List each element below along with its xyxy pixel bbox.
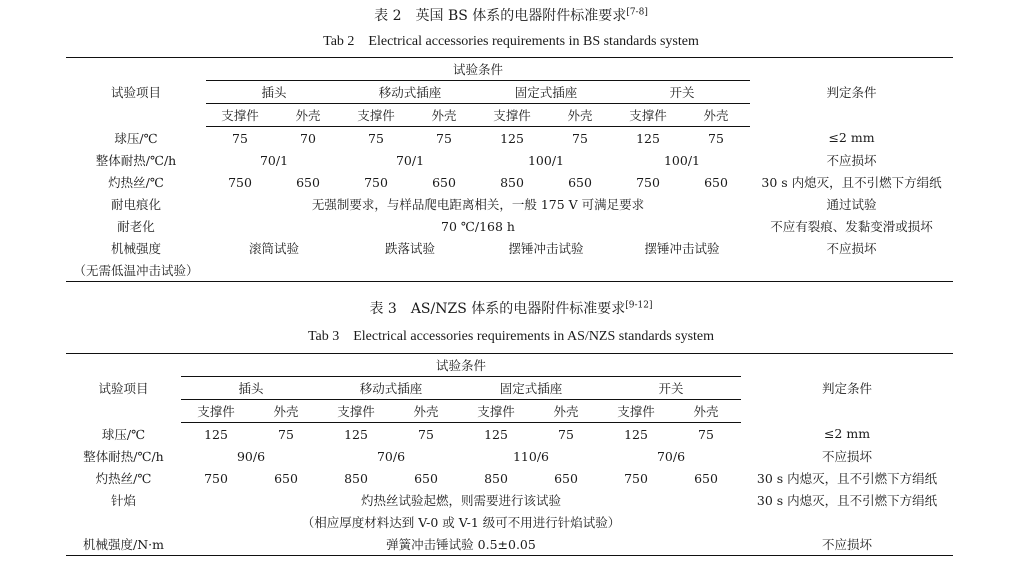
table2-header-judgment: 判定条件 (750, 58, 953, 127)
row-label: 灼热丝/℃ (95, 471, 152, 486)
table3-sub: 支撑件 (461, 400, 531, 423)
span-cell: （相应厚度材料达到 V-0 或 V-1 级可不用进行针焰试验） (301, 515, 621, 530)
span-cell: 无强制要求，与样品爬电距离相关，一般 175 V 可满足要求 (311, 197, 645, 212)
cell: 75 (436, 130, 452, 146)
table2-group-3: 开关 (614, 81, 750, 104)
row-label: 机械强度/N·m (66, 533, 181, 556)
table3-sub: 外壳 (671, 400, 741, 423)
table2-sub: 外壳 (546, 104, 614, 127)
judge-cell: 30 s 内熄灭，且不引燃下方绢纸 (761, 175, 942, 190)
table2-sub: 外壳 (274, 104, 342, 127)
table2-group-1: 移动式插座 (342, 81, 478, 104)
table2-caption-ref: [7-8] (626, 7, 648, 18)
row-label: （无需低温冲击试验） (66, 259, 206, 282)
cell: 75 (558, 426, 574, 442)
cell: 650 (568, 174, 592, 190)
table3-group-3: 开关 (601, 377, 741, 400)
cell: 70/6 (656, 448, 686, 464)
empty-cell (66, 511, 181, 533)
table3-sub: 支撑件 (181, 400, 251, 423)
table2-row-heat-resistance (66, 149, 953, 171)
cell: 650 (296, 174, 320, 190)
cell: 100/1 (527, 152, 565, 168)
cell: 摆锤冲击试验 (644, 241, 720, 256)
span-cell: 70 ℃/168 h (441, 218, 515, 234)
table3-row-needle-flame (66, 489, 953, 511)
cell: 100/1 (663, 152, 701, 168)
table3-group-2: 固定式插座 (461, 377, 601, 400)
judge-cell: ≤2 mm (823, 426, 871, 442)
table3-caption-ref: [9-12] (625, 300, 653, 311)
cell: 650 (554, 470, 578, 486)
cell: 125 (624, 426, 648, 442)
judge-cell: 不应损坏 (741, 533, 953, 556)
table2-sub: 支撑件 (342, 104, 410, 127)
table3-row-mechanical (66, 533, 953, 556)
cell: 750 (228, 174, 252, 190)
cell: 750 (636, 174, 660, 190)
cell: 70/1 (395, 152, 425, 168)
cell: 650 (432, 174, 456, 190)
table3-sub: 外壳 (391, 400, 461, 423)
cell: 75 (232, 130, 248, 146)
table3-sub: 支撑件 (601, 400, 671, 423)
cell: 125 (204, 426, 228, 442)
table2-sub: 支撑件 (614, 104, 682, 127)
table2-row-aging (66, 215, 953, 237)
cell: 650 (704, 174, 728, 190)
table3-sub: 支撑件 (321, 400, 391, 423)
table3-group-1: 移动式插座 (321, 377, 461, 400)
cell: 75 (708, 130, 724, 146)
table2-sub: 外壳 (410, 104, 478, 127)
cell: 75 (572, 130, 588, 146)
row-label: 球压/℃ (101, 426, 146, 442)
cell: 125 (484, 426, 508, 442)
table2-row-mechanical (66, 237, 953, 259)
table3-caption-en: Tab 3 Electrical accessories requirements in AS/NZS standards system (307, 329, 715, 344)
table3-row-glow-wire (66, 467, 953, 489)
cell: 650 (414, 470, 438, 486)
table2-caption-cn-text: 表 2 英国 BS 体系的电器附件标准要求 (374, 8, 627, 24)
judge-cell: 通过试验 (826, 197, 877, 212)
cell: 摆锤冲击试验 (508, 241, 584, 256)
row-label: 耐电痕化 (110, 197, 161, 212)
table3-sub: 外壳 (251, 400, 321, 423)
cell: 跌落试验 (384, 241, 435, 256)
table2-sub: 支撑件 (478, 104, 546, 127)
row-label: 耐老化 (117, 219, 155, 234)
cell: 650 (694, 470, 718, 486)
table2-header-conditions: 试验条件 (206, 58, 750, 81)
row-label: 机械强度 (110, 241, 161, 256)
cell: 90/6 (236, 448, 266, 464)
span-cell: 灼热丝试验起燃，则需要进行该试验 (361, 493, 562, 508)
cell: 75 (278, 426, 294, 442)
table2-row-ball-pressure (66, 127, 953, 150)
table3-row-ball-pressure (66, 423, 953, 446)
table2 (66, 57, 953, 282)
judge-cell: 不应损坏 (826, 241, 877, 256)
cell: 滚筒试验 (248, 241, 299, 256)
table2-sub: 外壳 (682, 104, 750, 127)
table3-row-heat-resistance (66, 445, 953, 467)
table3-sub: 外壳 (531, 400, 601, 423)
table3-header-judgment: 判定条件 (741, 354, 953, 423)
cell: 125 (344, 426, 368, 442)
cell: 70/6 (376, 448, 406, 464)
table2-header-item: 试验项目 (66, 58, 206, 127)
cell: 750 (204, 470, 228, 486)
row-label: 灼热丝/℃ (108, 175, 164, 190)
table2-sub: 支撑件 (206, 104, 274, 127)
judge-cell: 不应损坏 (822, 449, 873, 464)
cell: 70/1 (259, 152, 289, 168)
table2-caption-cn (0, 5, 1022, 25)
judge-cell: 30 s 内熄灭，且不引燃下方绢纸 (756, 493, 938, 508)
table2-group-2: 固定式插座 (478, 81, 614, 104)
table3-row-needle-flame-note (66, 511, 953, 533)
row-label: 整体耐热/℃/h (83, 449, 164, 464)
cell: 75 (698, 426, 714, 442)
cell: 125 (636, 130, 660, 146)
row-label: 整体耐热/℃/h (95, 153, 177, 168)
table3-header-conditions: 试验条件 (181, 354, 741, 377)
cell: 850 (484, 470, 508, 486)
table3-caption-cn (0, 298, 1022, 318)
table2-row-glow-wire (66, 171, 953, 193)
row-label: 球压/℃ (114, 130, 158, 146)
span-cell: 弹簧冲击锤试验 0.5±0.05 (181, 533, 741, 556)
cell: 75 (418, 426, 434, 442)
cell: 75 (368, 130, 384, 146)
table2-caption-en: Tab 2 Electrical accessories requirements in BS standards system (323, 34, 699, 49)
table2-row-tracking (66, 193, 953, 215)
table3-header-item: 试验项目 (66, 354, 181, 423)
judge-cell: ≤2 mm (828, 130, 875, 146)
cell: 750 (364, 174, 388, 190)
cell: 110/6 (512, 448, 550, 464)
table3-group-0: 插头 (181, 377, 321, 400)
cell: 125 (500, 130, 524, 146)
table3-caption-cn-text: 表 3 AS/NZS 体系的电器附件标准要求 (369, 301, 626, 317)
empty-cell (206, 259, 953, 282)
empty-cell (741, 511, 953, 533)
judge-cell: 不应有裂痕、发黏变滑或损坏 (770, 219, 933, 234)
cell: 70 (300, 130, 316, 146)
table2-row-mechanical-note (66, 259, 953, 282)
cell: 750 (624, 470, 648, 486)
judge-cell: 不应损坏 (826, 153, 877, 168)
cell: 850 (500, 174, 524, 190)
table2-group-0: 插头 (206, 81, 342, 104)
table3 (66, 353, 953, 556)
row-label: 针焰 (110, 493, 136, 508)
cell: 650 (274, 470, 298, 486)
cell: 850 (344, 470, 368, 486)
judge-cell: 30 s 内熄灭，且不引燃下方绢纸 (756, 471, 938, 486)
